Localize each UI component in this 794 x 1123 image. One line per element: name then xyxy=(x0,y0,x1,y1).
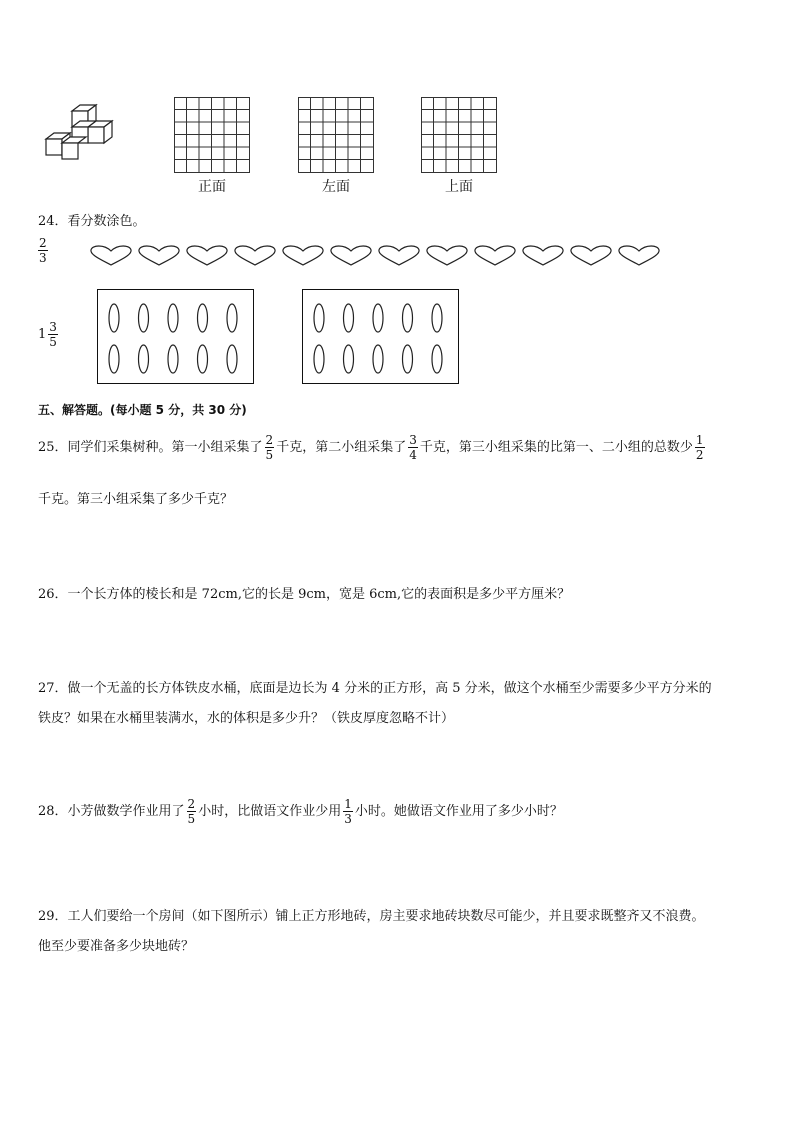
heart-shape xyxy=(283,246,323,265)
q26-text: 26．一个长方体的棱长和是 72cm,它的长是 9cm，宽是 6cm,它的表面积是多少平方厘米？ xyxy=(38,587,571,602)
left-view-grid xyxy=(298,97,374,173)
oval-shape xyxy=(198,304,208,332)
oval-shape xyxy=(432,345,442,373)
oval-shape xyxy=(373,304,383,332)
section-5-title: 五、解答题。(每小题 5 分，共 30 分) xyxy=(38,403,247,417)
q28-text: 28．小芳做数学作业用了 $\frac{2}{5}$ 小时，比做语文作业少用 $\frac{1}{3}$ 小时。她做语文作业用了多少小时？ xyxy=(38,797,563,826)
oval-shape xyxy=(198,345,208,373)
q24-fraction-1: $\frac{2}{3}$ xyxy=(39,236,47,265)
oval-shape xyxy=(168,304,178,332)
heart-shape xyxy=(187,246,227,265)
oval-shape xyxy=(109,345,119,373)
front-view-label: 正面 xyxy=(198,179,226,195)
cube-figure xyxy=(42,103,124,165)
q24-title: 24．看分数涂色。 xyxy=(38,214,146,229)
q25-line1: 25．同学们采集树种。第一小组采集了 $\frac{2}{5}$ 千克，第二小组采集了 $\frac{3}{4}$ 千克，第三小组采集的比第一、二小组的总数少 $\frac{1}{2}$ xyxy=(38,433,704,462)
hearts-row xyxy=(88,243,668,269)
heart-shape xyxy=(571,246,611,265)
oval-shape xyxy=(432,304,442,332)
oval-shape xyxy=(314,345,324,373)
oval-shape xyxy=(168,345,178,373)
oval-shape xyxy=(403,304,413,332)
heart-shape xyxy=(379,246,419,265)
oval-box-1 xyxy=(97,289,254,384)
q29-line1: 29．工人们要给一个房间（如下图所示）铺上正方形地砖，房主要求地砖块数尽可能少，并且要求既整齐又不浪费。 xyxy=(38,909,705,924)
q24-fraction-2: 1 $\frac{3}{5}$ xyxy=(38,320,57,349)
front-view-grid xyxy=(174,97,250,173)
heart-shape xyxy=(331,246,371,265)
heart-shape xyxy=(475,246,515,265)
oval-shape xyxy=(373,345,383,373)
oval-shape xyxy=(227,304,237,332)
heart-shape xyxy=(139,246,179,265)
q27-line2: 铁皮？如果在水桶里装满水，水的体积是多少升？（铁皮厚度忽略不计） xyxy=(38,711,455,726)
oval-shape xyxy=(403,345,413,373)
left-view-label: 左面 xyxy=(322,179,350,195)
heart-shape xyxy=(619,246,659,265)
oval-shape xyxy=(227,345,237,373)
q27-line1: 27．做一个无盖的长方体铁皮水桶，底面是边长为 4 分米的正方形，高 5 分米，做这个水桶至少需要多少平方分米的 xyxy=(38,681,712,696)
oval-shape xyxy=(109,304,119,332)
q25-line2: 千克。第三小组采集了多少千克？ xyxy=(38,492,234,507)
top-view-label: 上面 xyxy=(445,179,473,195)
heart-shape xyxy=(235,246,275,265)
heart-shape xyxy=(427,246,467,265)
top-view-grid xyxy=(421,97,497,173)
oval-shape xyxy=(344,304,354,332)
heart-shape xyxy=(523,246,563,265)
oval-shape xyxy=(139,345,149,373)
oval-shape xyxy=(139,304,149,332)
q29-line2: 他至少要准备多少块地砖？ xyxy=(38,939,195,954)
heart-shape xyxy=(91,246,131,265)
oval-shape xyxy=(344,345,354,373)
oval-box-2 xyxy=(302,289,459,384)
oval-shape xyxy=(314,304,324,332)
